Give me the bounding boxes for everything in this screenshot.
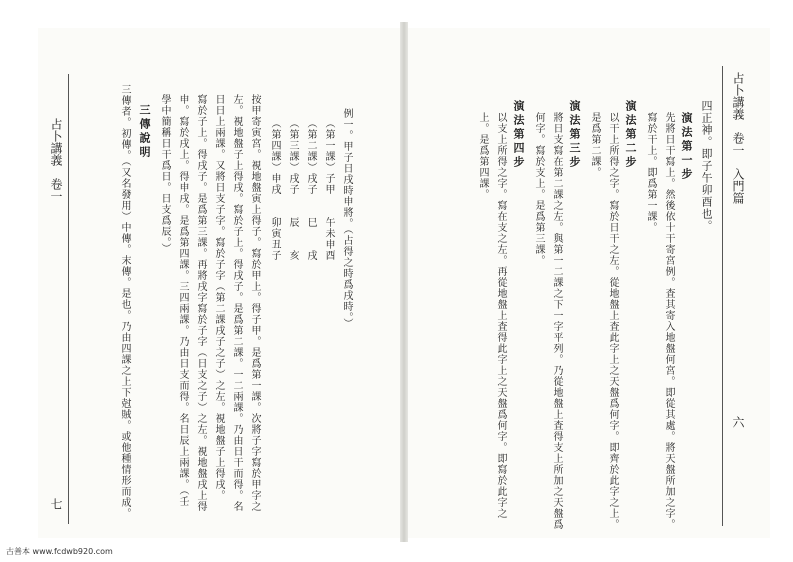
right-col-6: 以干上所得之字。寫於日干之左。從地盤上査此字上之天盤爲何字。即齊於此字之上。: [607, 112, 618, 530]
left-col-3: （第二課）戌子 巳 戌: [305, 118, 316, 261]
left-col-1: 例一。甲子日戌時申將。（占得之時爲戌時。）: [341, 108, 352, 329]
left-col-11: 學中簡稱日干爲日。日支爲辰。）: [159, 94, 170, 254]
left-page-header: 占卜講義 卷一: [49, 118, 63, 202]
left-col-8: 日日上兩課。又將日支子字。寫於子字（第二課戌子之子）之左。視地盤子上得戌。: [213, 94, 224, 501]
left-page: [38, 28, 400, 538]
book-gutter: [400, 22, 408, 542]
left-col-13: 三傳者。初傳。（又名發用）中傳。末傳。是也。乃由四課之上下尅賊。或他種情形而成。: [119, 84, 130, 519]
right-col-10: 何字。寫於支上。是爲第三課。: [533, 112, 544, 266]
right-col-12: 以支上所得之字。寫在支之左。再從地盤上査得此字上之天盤爲何字。即寫於此字之: [495, 112, 506, 519]
left-page-number: 七: [49, 498, 63, 510]
left-col-4: （第三課）戌子 辰 亥: [287, 118, 298, 261]
right-page-number: 六: [731, 416, 745, 428]
right-col-1: 四正神。即子午卯酉也。: [700, 100, 713, 232]
site-watermark: 古善本 www.fcdwb920.com: [6, 547, 113, 556]
left-col-2: （第一課）子甲 午未申酉: [323, 118, 334, 261]
right-col-4: 寫於干上。即爲第一課。: [645, 112, 656, 233]
left-col-9: 寫於子上。得戌子。是爲第三課。再將戌字寫於子字（日支之子）之左。視地盤戌上得: [195, 94, 206, 512]
right-col-3: 先將日干寫上。然後依十干寄宮例。査其寄入地盤何宮。即從其處。將天盤所加之字。: [663, 112, 674, 530]
right-col-5: 演法第二步: [624, 100, 637, 170]
right-col-7: 是爲第二課。: [589, 112, 600, 178]
left-col-6: 按甲寄寅宮。視地盤寅上得子。寫於甲上。得子甲。是爲第一課。次將子字寫於甲字之: [249, 94, 260, 512]
left-page-header-rule: [68, 74, 69, 524]
right-col-13: 上。是爲第四課。: [477, 112, 488, 200]
right-col-9: 將日支寫在第二課之左。與第一二課之下一字平列。乃從地盤上査得支上所加之天盤爲: [551, 112, 562, 530]
right-col-11: 演法第四步: [512, 100, 525, 170]
right-page-header-rule: [722, 66, 723, 526]
right-col-2: 演法第一步: [680, 112, 693, 182]
left-col-5: （第四課）申戌 卯寅丑子: [269, 118, 280, 261]
left-col-7: 左。視地盤子上得戌。寫於子上。得戌子。是爲第二課。一二兩課。乃由日干而得。名: [231, 94, 242, 512]
right-page: [408, 28, 770, 538]
right-col-8: 演法第三步: [568, 100, 581, 170]
right-page-header: 占卜講義 卷一 入門篇: [731, 72, 745, 204]
left-col-12: 三傳說明: [138, 104, 151, 160]
left-col-10: 申。寫於戌上。得申戌。是爲第四課。三四兩課。乃由日支而得。名日辰上兩課。（壬: [177, 94, 188, 507]
